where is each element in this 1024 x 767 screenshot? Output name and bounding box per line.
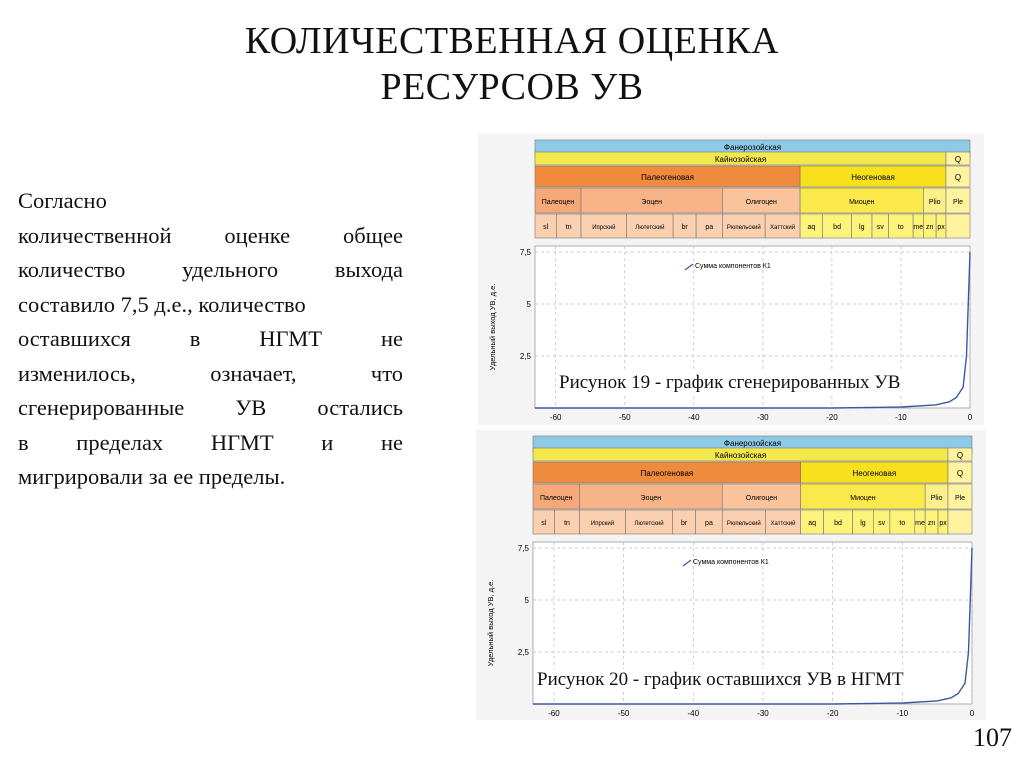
body-word: количество (18, 257, 126, 282)
strat-epoch-label: Ple (954, 495, 966, 502)
strat-stage-cell (946, 214, 970, 238)
strat-era-label: Кайнозойская (714, 451, 767, 460)
strat-stage-label: Лютетский (634, 521, 664, 527)
body-word: не (380, 429, 403, 455)
strat-period-label: Неогеновая (851, 173, 895, 182)
strat-stage-label: lg (859, 224, 865, 231)
strat-q-label: Q (954, 173, 962, 182)
body-word: и (321, 429, 334, 455)
body-text (18, 184, 403, 495)
y-axis-label: Удельный выход УВ, д.е. (488, 283, 497, 371)
body-word: составило 7,5 д.е., количество (18, 291, 306, 317)
strat-epoch-label: Plio (930, 495, 943, 502)
y-tick-label: 5 (524, 596, 529, 605)
strat-period-label: Палеогеновая (641, 173, 694, 182)
x-tick-label: 0 (969, 709, 975, 718)
body-word: означает, (210, 360, 297, 386)
strat-stage-label: sv (878, 520, 886, 527)
x-tick-label: -10 (896, 709, 909, 718)
x-tick-label: 0 (967, 413, 973, 422)
strat-stage-label: Хаттский (770, 521, 796, 527)
strat-stage-label: me (913, 224, 924, 231)
strat-epoch-label: Эоцен (641, 199, 663, 206)
body-word: изменилось, (18, 360, 136, 386)
body-line (18, 357, 403, 392)
strat-epoch-label: Миоцен (849, 199, 875, 206)
body-line (18, 460, 403, 495)
body-word: мигрировали за ее пределы. (18, 464, 286, 489)
body-word: выхода (334, 257, 403, 282)
body-line (18, 426, 403, 461)
body-line (18, 391, 403, 426)
strat-epoch-label: Олигоцен (745, 495, 778, 502)
strat-q-label: Q (954, 155, 962, 164)
body-line (18, 288, 403, 323)
body-line (18, 253, 403, 288)
strat-stage-label: bd (834, 520, 842, 527)
strat-stage-label: pa (705, 224, 714, 231)
strat-stage-label: Ипрский (592, 225, 616, 231)
page-number: 107 (973, 723, 1012, 752)
x-tick-label: -10 (895, 413, 907, 422)
strat-stage-label: px (939, 520, 947, 527)
body-word: НГМТ (259, 326, 323, 351)
body-word: УВ (235, 395, 267, 420)
y-tick-label: 5 (526, 300, 531, 309)
x-tick-label: -30 (757, 413, 769, 422)
y-tick-label: 7,5 (519, 248, 531, 257)
strat-stage-label: zn (927, 520, 936, 527)
x-tick-label: -50 (617, 709, 630, 718)
strat-epoch-label: Палеоцен (539, 495, 573, 502)
figure-19-caption: Рисунок 19 - график сгенерированных УВ (556, 372, 903, 394)
body-word: что (370, 360, 403, 386)
x-tick-label: -60 (549, 413, 562, 422)
strat-stage-label: Ипрский (590, 521, 615, 527)
strat-stage-label: sv (876, 224, 884, 231)
strat-era-label: Кайнозойская (714, 155, 767, 164)
strat-stage-label: sl (543, 224, 549, 231)
body-line (18, 184, 403, 219)
strat-epoch-label: Эоцен (640, 495, 662, 502)
y-tick-label: 2,5 (517, 648, 529, 657)
strat-epoch-label: Plio (928, 199, 941, 206)
strat-q-label: Q (956, 451, 964, 460)
x-tick-label: -20 (826, 413, 838, 422)
strat-stage-label: zn (926, 224, 934, 231)
body-word: количественной (18, 222, 172, 248)
body-word: сгенерированные (18, 395, 185, 420)
strat-stage-label: br (681, 224, 688, 231)
body-word: пределах (76, 429, 164, 455)
legend-label: Сумма компонентов К1 (693, 559, 769, 566)
body-word: общее (342, 222, 403, 248)
body-line (18, 322, 403, 357)
strat-stage-label: pa (705, 520, 713, 527)
y-tick-label: 2,5 (519, 352, 531, 361)
page-title (0, 18, 1024, 110)
strat-stage-label: to (899, 520, 906, 527)
figure-20-caption: Рисунок 20 - график оставшихся УВ в НГМТ (534, 669, 907, 691)
x-tick-label: -40 (687, 709, 700, 718)
strat-q-label: Q (956, 469, 964, 478)
strat-stage-label: tn (564, 520, 570, 527)
strat-stage-label: Хаттский (770, 225, 796, 231)
strat-stage-label: aq (807, 224, 816, 231)
x-tick-label: -60 (548, 709, 560, 718)
body-word: остались (317, 395, 403, 420)
body-word: оставшихся (18, 326, 131, 351)
body-word: оценке (224, 222, 291, 248)
strat-stage-label: lg (860, 520, 866, 527)
body-word: НГМТ (210, 429, 274, 455)
x-tick-label: -20 (826, 709, 839, 718)
strat-stage-label: to (897, 224, 904, 231)
strat-epoch-label: Олигоцен (745, 199, 777, 206)
strat-period-label: Неогеновая (852, 469, 897, 478)
strat-stage-label: br (680, 520, 688, 527)
strat-epoch-label: Ple (952, 199, 964, 206)
x-tick-label: -30 (757, 709, 769, 718)
y-axis-label: Удельный выход УВ, д.е. (486, 579, 495, 667)
legend-label: Сумма компонентов К1 (695, 263, 771, 270)
strat-stage-cell (948, 510, 972, 534)
strat-stage-label: sl (541, 520, 547, 527)
x-tick-label: -40 (688, 413, 700, 422)
body-line (18, 219, 403, 254)
strat-epoch-label: Палеоцен (541, 199, 575, 206)
strat-stage-label: me (915, 520, 925, 527)
y-tick-label: 7,5 (517, 544, 529, 553)
strat-stage-label: Лютетский (635, 225, 665, 231)
body-word: в (189, 326, 201, 351)
strat-eon-label: Фанерозойская (723, 143, 782, 152)
strat-stage-label: Рюпельский (726, 225, 761, 231)
body-word: не (380, 326, 403, 351)
strat-stage-label: px (937, 224, 945, 231)
strat-stage-label: Рюпельский (726, 521, 761, 527)
strat-stage-label: bd (833, 224, 841, 231)
title-line-1: КОЛИЧЕСТВЕННАЯ ОЦЕНКА (244, 20, 780, 62)
strat-stage-label: aq (808, 520, 816, 527)
body-word: удельного (182, 257, 279, 282)
body-word: в (18, 429, 29, 455)
strat-eon-label: Фанерозойская (723, 439, 782, 448)
strat-period-label: Палеогеновая (640, 469, 694, 478)
title-line-2: РЕСУРСОВ УВ (380, 66, 644, 108)
body-word: Согласно (18, 188, 107, 213)
x-tick-label: -50 (618, 413, 631, 422)
strat-stage-label: tn (565, 224, 572, 231)
strat-epoch-label: Миоцен (850, 495, 876, 502)
